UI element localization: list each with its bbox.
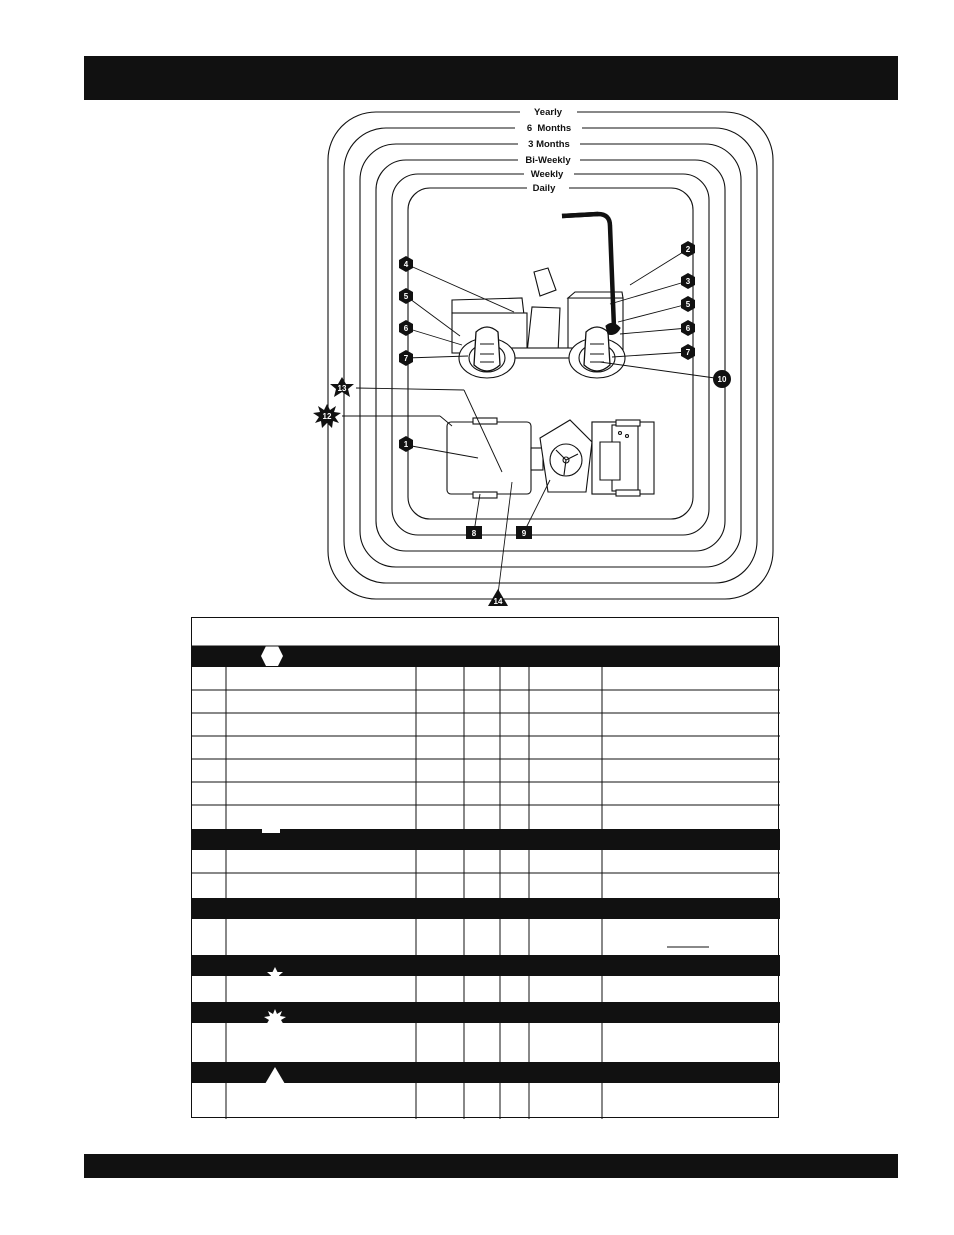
svg-text:12: 12 [322,412,332,421]
callout-9 [516,526,532,539]
callout-14 [488,589,508,606]
ring-label-yearly: Yearly [534,107,562,118]
maintenance-table [191,617,779,1118]
svg-text:5: 5 [403,292,409,301]
ring-label-bi-weekly: Bi-Weekly [525,155,571,166]
callout-10 [713,370,731,388]
leader-lines [342,249,722,594]
callout-6-left [399,320,413,336]
svg-text:8: 8 [471,529,477,538]
ring-label-6-months: 6 Months [526,123,572,134]
svg-text:5: 5 [685,300,691,309]
header-bar [84,56,898,100]
square-icon [262,826,280,833]
circle-icon [266,919,278,922]
ring-label-daily: Daily [532,183,556,194]
svg-text:2: 2 [685,245,691,254]
section-square-band [192,829,780,850]
svg-text:3: 3 [685,277,691,286]
svg-text:4: 4 [403,260,409,269]
ring-label-3-months: 3 Months [528,139,570,150]
callout-7-left [399,350,413,366]
callout-8 [466,526,482,539]
roller-top-view [447,418,654,498]
callout-12 [313,404,341,428]
svg-text:13: 13 [337,384,347,393]
maintenance-diagram [300,100,800,612]
svg-text:6: 6 [685,324,691,333]
callout-4 [399,256,413,272]
callout-1 [399,436,413,452]
svg-text:14: 14 [493,597,503,606]
footer-bar [84,1154,898,1178]
callout-13 [330,377,354,397]
column-lines [226,667,602,1119]
callout-5-left [399,288,413,304]
svg-text:9: 9 [521,529,527,538]
maintenance-table-grid [192,618,780,1119]
svg-text:10: 10 [717,375,727,384]
ring-labels [515,105,582,195]
section-circle-band [192,898,780,919]
svg-text:1: 1 [403,440,409,449]
svg-text:6: 6 [403,324,409,333]
svg-text:7: 7 [403,354,409,363]
svg-text:7: 7 [685,348,691,357]
ring-label-weekly: Weekly [530,169,564,180]
